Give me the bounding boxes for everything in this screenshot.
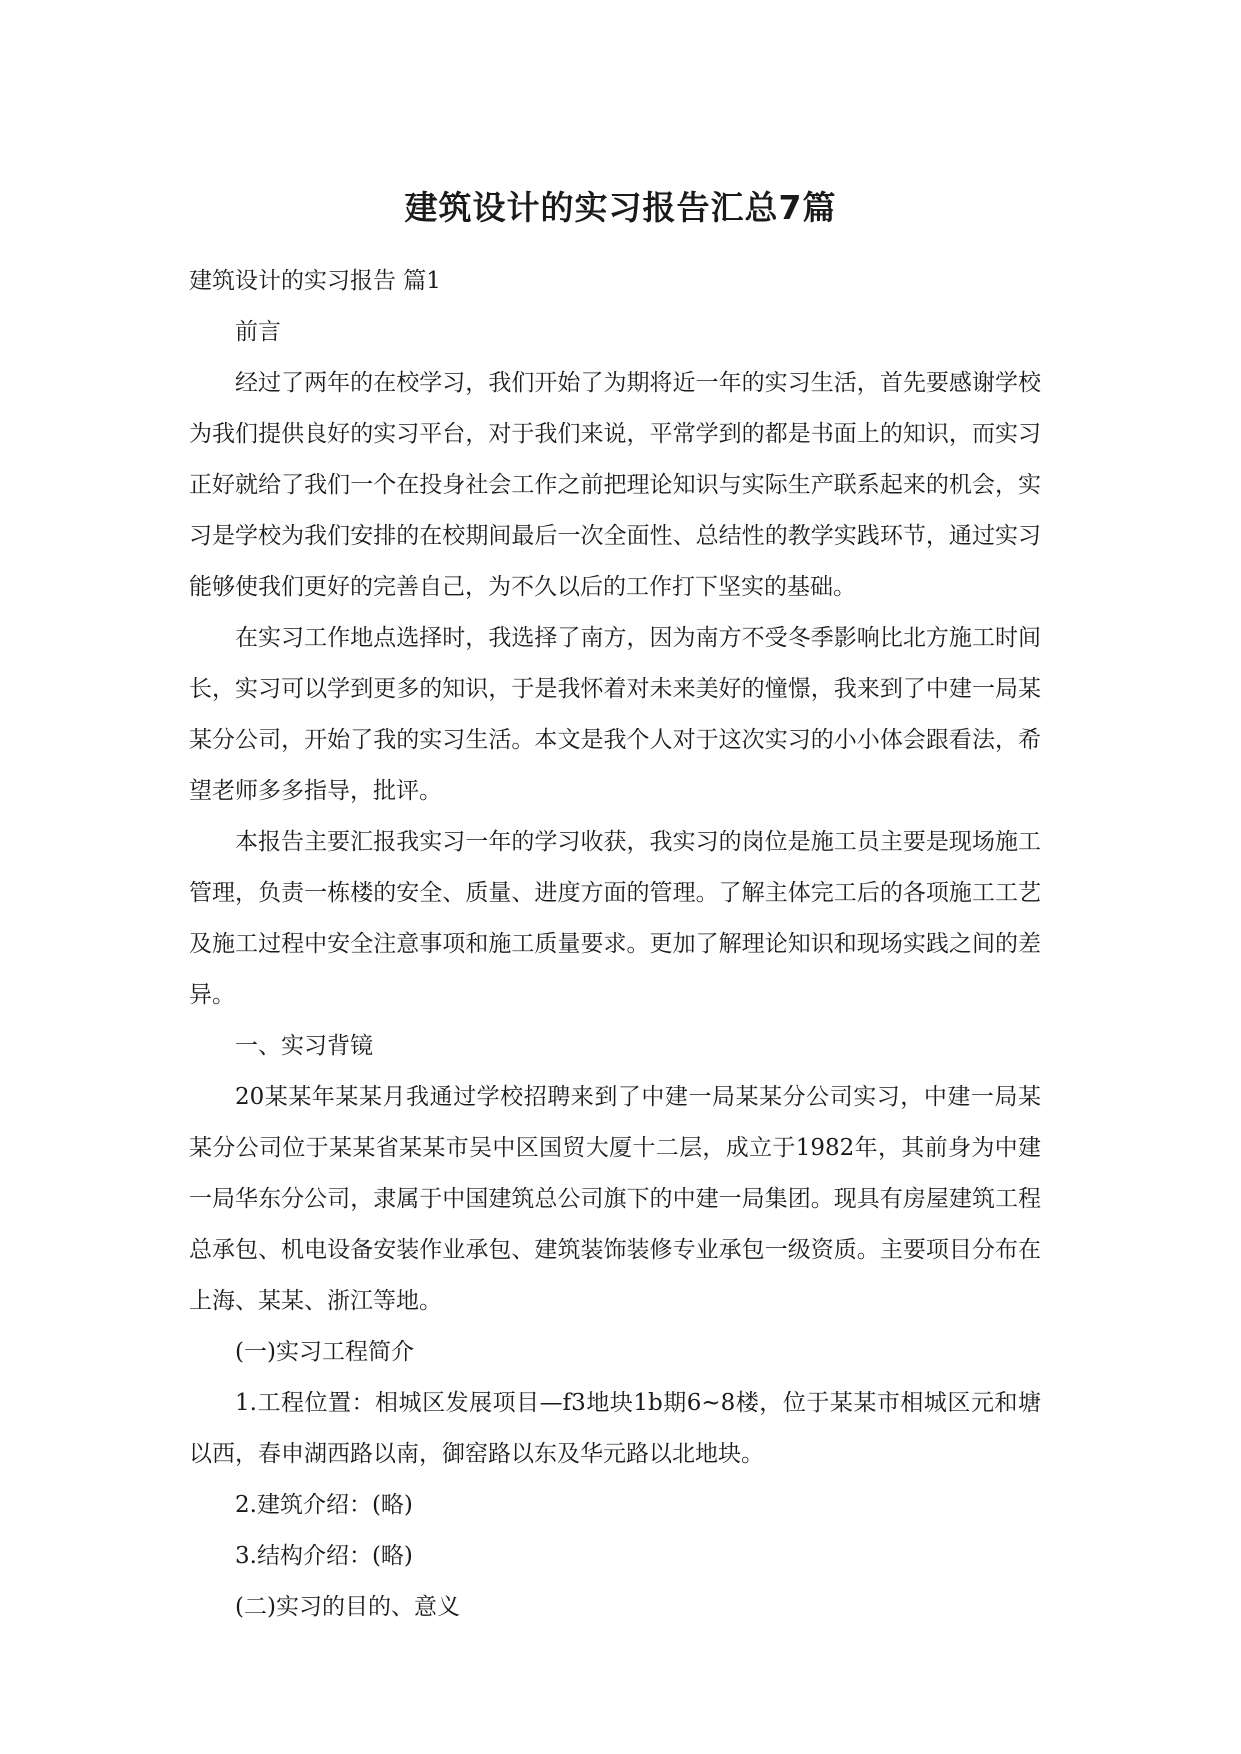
paragraph: 20某某年某某月我通过学校招聘来到了中建一局某某分公司实习，中建一局某某分公司位于某某省某某市吴中区国贸大厦十二层，成立于1982年，其前身为中建一局华东分公司，隶属于中国建筑总公司旗下的中建一局集团。现具有房屋建筑工程总承包、机电设备安装作业承包、建筑装饰装修专业承包一级资质。主要项目分布在上海、某某、浙江等地。 bbox=[189, 1084, 1041, 1314]
paragraph: 3.结构介绍：(略) bbox=[235, 1543, 413, 1569]
section-heading: 一、实习背镜 bbox=[235, 1033, 373, 1059]
heading-preface: 前言 bbox=[235, 319, 281, 345]
paragraph: 在实习工作地点选择时，我选择了南方，因为南方不受冬季影响比北方施工时间长，实习可以学到更多的知识，于是我怀着对未来美好的憧憬，我来到了中建一局某某分公司，开始了我的实习生活。本文是我个人对于这次实习的小小体会跟看法，希望老师多多指导，批评。 bbox=[189, 625, 1041, 804]
document-title: 建筑设计的实习报告汇总7篇 bbox=[404, 188, 837, 227]
paragraph: 本报告主要汇报我实习一年的学习收获，我实习的岗位是施工员主要是现场施工管理，负责一栋楼的安全、质量、进度方面的管理。了解主体完工后的各项施工工艺及施工过程中安全注意事项和施工质量要求。更加了解理论知识和现场实践之间的差异。 bbox=[189, 829, 1041, 1008]
subsection-heading: (一)实习工程简介 bbox=[235, 1339, 414, 1365]
paragraph: 1.工程位置：相城区发展项目—f3地块1b期6~8楼，位于某某市相城区元和塘以西，春申湖西路以南，御窑路以东及华元路以北地块。 bbox=[189, 1390, 1041, 1467]
paragraph: 经过了两年的在校学习，我们开始了为期将近一年的实习生活，首先要感谢学校为我们提供良好的实习平台，对于我们来说，平常学到的都是书面上的知识，而实习正好就给了我们一个在投身社会工作之前把理论知识与实际生产联系起来的机会，实习是学校为我们安排的在校期间最后一次全面性、总结性的教学实践环节，通过实习能够使我们更好的完善自己，为不久以后的工作打下坚实的基础。 bbox=[189, 370, 1041, 600]
paragraph: 2.建筑介绍：(略) bbox=[235, 1492, 413, 1518]
subsection-heading: (二)实习的目的、意义 bbox=[235, 1594, 460, 1620]
document-body bbox=[189, 256, 1041, 1633]
report-subtitle: 建筑设计的实习报告 篇1 bbox=[189, 268, 441, 294]
